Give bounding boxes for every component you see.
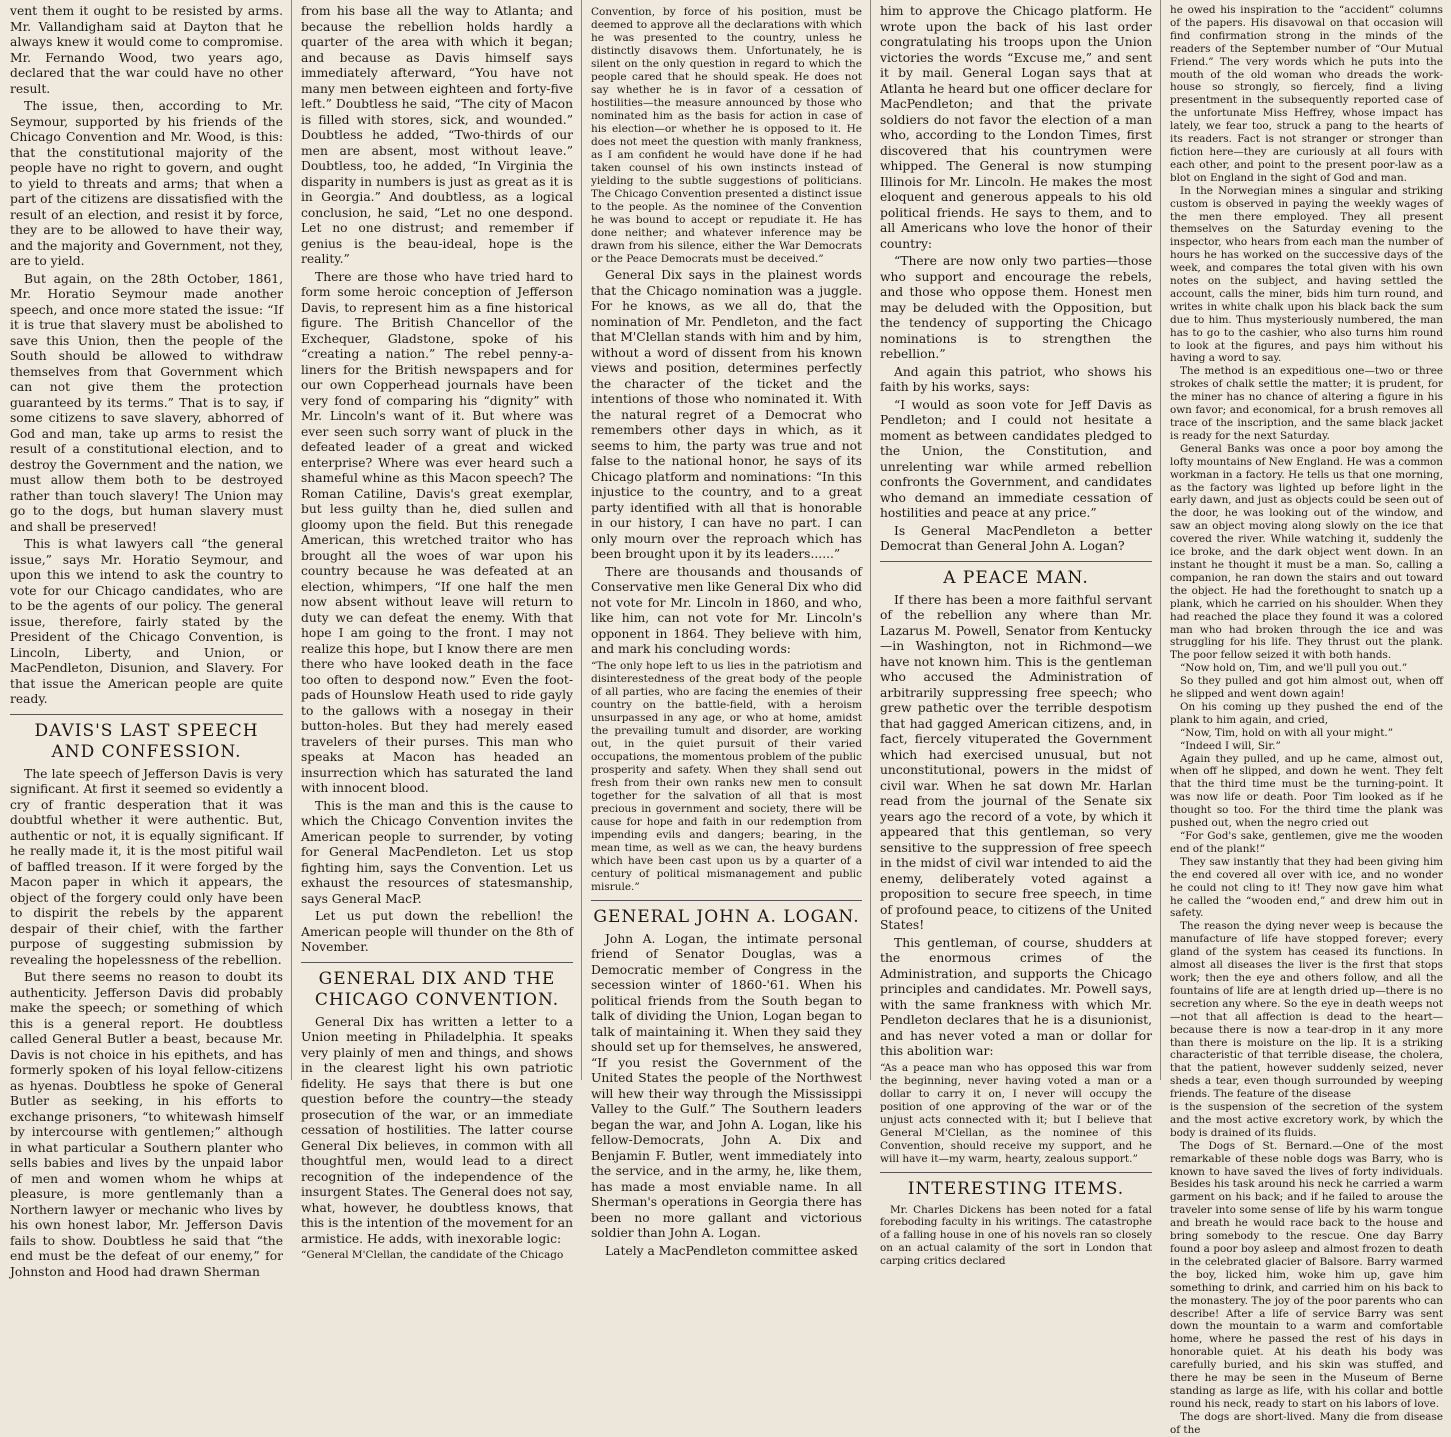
news-item: The Dogs of St. Bernard.—One of the most remarkable of these noble dogs was Barry, who is known to have saved the lives of forty individuals. Besides his task around his neck he carried a warm garment on his back; and if he failed to arouse the traveler into some sense of life by his warm tongue and breath he would race back to the house and bring somebody to the rescue. One day Barry found a poor boy asleep and almost frozen to death in the celebrated glacier of Balsore. Barry warmed the boy, licked him, woke him up, gave him something to drink, and carried him on his back to the monastery. The joy of the poor parents who can describe! After a life of service Barry was sent down the mountain to a warm and comfortable home, where he passed the rest of his days in honorable quiet. At his death his body was carefully buried, and his skin was stuffed, and there he may be seen in the Museum of Berne standing as large as life, with his collar and bottle round his neck, ready to start on his labors of love. xyxy=(1170,1139,1443,1410)
article-paragraph: And again this patriot, who shows his faith by his works, says: xyxy=(880,364,1152,394)
news-item: On his coming up they pushed the end of the plank to him again, and cried, xyxy=(1170,700,1443,726)
column-1 xyxy=(0,0,291,1279)
article-headline: DAVIS'S LAST SPEECH AND CONFESSION. xyxy=(34,720,259,762)
article-paragraph: General Dix says in the plainest words that the Chicago nomination was a juggle. For he knows, as we all do, that the nomination of Mr. Pendleton, and the fact that M'Clellan stands with him and by him, without a word of dissent from his known views and position, determines perfectly the character of the ticket and the intentions of those who nominated it. With the natural regret of a Democrat who remembers other days in which, as it seems to him, the party was true and not false to the national honor, he says of its Chicago platform and nominations: “In this injustice to the country, and to a great party identified with all that is honorable in our history, I can have no part. I can only mourn over the reproach which has been brought upon it by its leaders......” xyxy=(591,268,862,561)
article-paragraph: Lately a MacPendleton committee asked xyxy=(605,1243,858,1258)
section-divider xyxy=(880,561,1152,562)
article-headline: GENERAL JOHN A. LOGAN. xyxy=(593,906,860,927)
news-item: They saw instantly that they had been giving him the end covered all over with ice, and no wonder he could not cling to it! They now gave him what he called the “wooden end,” and drew him out in safety. xyxy=(1170,855,1443,920)
section-divider xyxy=(10,714,283,715)
article-paragraph: But again, on the 28th October, 1861, Mr. Horatio Seymour made another speech, and once more stated the issue: “If it is true that slavery must be abolished to save this Union, then the people of the South should be allowed to withdraw themselves from that Government which can not give them the protection guaranteed by its terms.” That is to say, if some citizens to save slavery, abhorred of God and man, take up arms to resist the result of a constitutional election, and to destroy the Government and the nation, we must allow them both to be destroyed rather than touch slavery! The Union may go to the dogs, but human slavery must and shall be preserved! xyxy=(10,271,283,534)
article-paragraph: This gentleman, of course, shudders at the enormous crimes of the Administration, and supports the Chicago principles and candidates. Mr. Powell says, with the same frankness with which Mr. Pendleton declares that he is a disunionist, and has never voted a man or dollar for this abolition war: xyxy=(880,935,1152,1058)
news-item: The dogs are short-lived. Many die from disease of the xyxy=(1170,1410,1443,1436)
article-headline: GENERAL DIX AND THE CHICAGO CONVENTION. xyxy=(314,968,560,1010)
news-item: In the Norwegian mines a singular and striking custom is observed in paying the weekly wages of the men there employed. They all present themselves on the Saturday evening to the inspector, who hears from each man the number of hours he has worked on the successive days of the week, and compares the total given with his own notes on the subject, and having settled the account, calls the miner, bids him turn round, and writes in white chalk upon his black back the sum due to him. Thus mysteriously numbered, the man has to go to the cashier, who also turns him round to look at the figures, and pays him without his having a word to say. xyxy=(1170,184,1443,365)
article-paragraph: If there has been a more faithful servant of the rebellion any where than Mr. Lazarus M. Powell, Senator from Kentucky—in Washington, not in Richmond—we have not known him. This is the gentleman who accused the Administration of arbitrarily suppressing free speech; who grew pathetic over the terrible despotism that had gagged American citizens, and, in fact, fiercely vituperated the Government which had exercised unusual, but not unconstitutional, powers in the midst of civil war. When he sat down Mr. Harlan read from the journal of the Senate six years ago the record of a vote, by which it appeared that this gentleman, so very sensitive to the suppression of free speech in the midst of civil war intended to aid the enemy, deliberately voted against a proposition to secure free speech, in time of profound peace, to citizens of the United States! xyxy=(880,592,1152,932)
column-4 xyxy=(870,0,1160,1268)
news-item: Again they pulled, and up he came, almost out, when off he slipped, and down he went. They felt that the third time must be the turning-point. It was now life or death. Poor Tim looked as if he thought so too. For the third time the plank was pushed out, when the negro cried out xyxy=(1170,752,1443,830)
article-paragraph: This is the man and this is the cause to which the Chicago Convention invites the American people to surrender, by voting for General MacPendleton. Let us stop fighting him, says the Convention. Let us exhaust the resources of statesmanship, says General MacP. xyxy=(301,798,573,906)
article-paragraph: General Dix has written a letter to a Union meeting in Philadelphia. It speaks very plainly of men and things, and shows in the clearest light his own patriotic fidelity. He says that there is but one question before the country—the steady prosecution of the war, or an immediate cessation of hostilities. The latter course General Dix believes, in common with all thoughtful men, would lead to a direct recognition of the independence of the insurgent States. The General does not say, what, however, he doubtless knows, that this is the intention of the movement for an armistice. He adds, with inexorable logic: xyxy=(301,1014,573,1246)
news-item: General Banks was once a poor boy among the lofty mountains of New England. He was a common workman in a factory. He tells us that one morning, as the factory was lighted up before light in the early dawn, and just as objects could be seen out of the door, he was looking out of the window, and saw an object moving along slowly on the ice that covered the river. While watching it, suddenly the ice broke, and the dark object went down. In an instant he thought it must be a man. So, calling a companion, he ran down the stairs and out toward the object. He had the forethought to snatch up a plank, which he carried on his shoulder. When they had reached the place they found it was a colored man who had broken through the ice and was struggling for his life. They thrust out the plank. The poor fellow seized it with both hands. xyxy=(1170,442,1443,662)
article-paragraph: Let us put down the rebellion! the American people will thunder on the 8th of November. xyxy=(301,909,573,954)
article-paragraph: vent them it ought to be resisted by arms. Mr. Vallandigham said at Dayton that he always knew it would come to compromise. Mr. Fernando Wood, two years ago, declared that the war could have no other result. xyxy=(10,4,283,96)
article-paragraph: him to approve the Chicago platform. He wrote upon the back of his last order congratulating his troops upon the Union victories the words “Excuse me,” and sent it by mail. General Logan says that at Atlanta he heard but one officer declare for MacPendleton; and that the private soldiers do not favor the election of a man who, according to the London Times, first discovered that his countrymen were whipped. The General is now stumping Illinois for Mr. Lincoln. He makes the most eloquent and generous appeals to his old political friends. He says to them, and to all Americans who love the honor of their country: xyxy=(880,4,1152,251)
news-item: The method is an expeditious one—two or three strokes of chalk settle the matter; it is prudent, for the miner has no chance of altering a figure in his own favor; and economical, for a brush removes all trace of the inscription, and the same black jacket is ready for the next Saturday. xyxy=(1170,365,1443,442)
column-5 xyxy=(1160,0,1451,1436)
news-item: “Now hold on, Tim, and we'll pull you out.” xyxy=(1180,662,1408,675)
article-paragraph: Is General MacPendleton a better Democrat than General John A. Logan? xyxy=(880,523,1152,553)
block-quote: Convention, by force of his position, must be deemed to approve all the declarations with which he was presented to the country, unless he distinctly disavows them. Unfortunately, he is silent on the only question in regard to which the people cared that he should speak. He does not say whether he is in favor of a cessation of hostilities—the measure announced by those who nominated him as the basis for action in case of his election—or whether he is opposed to it. He does not meet the question with manly frankness, as I am confident he would have done if he had taken counsel of his own instincts instead of yielding to the subtle suggestions of politicians. The Chicago Convention presented a distinct issue to the people. As the nominee of the Convention he was bound to accept or repudiate it. He has done neither; and whatever inference may be drawn from his silence, either the War Democrats or the Peace Democrats must be deceived.” xyxy=(591,6,862,265)
article-paragraph: John A. Logan, the intimate personal friend of Senator Douglas, was a Democratic member of Congress in the secession winter of 1860-'61. When his political friends from the South began to talk of dividing the Union, Logan began to talk of maintaining it. When they said they should set up for themselves, he answered, “If you resist the Government of the United States the people of the Northwest will hew their way through the Mississippi Valley to the Gulf.” The Southern leaders began the war, and John A. Logan, like his fellow-Democrats, John A. Dix and Benjamin F. Butler, went immediately into the service, and in the army, he, like them, has made a most enviable name. In all Sherman's operations in Georgia there has been no more gallant and victorious soldier than John A. Logan. xyxy=(591,931,862,1240)
section-divider xyxy=(301,962,573,963)
article-paragraph: But there seems no reason to doubt its authenticity. Jefferson Davis did probably make the speech; or something of which this is a general report. He doubtless called General Butler a beast, because Mr. Davis is not choice in his epithets, and has formerly spoken of his loyal fellow-citizens as hyenas. Doubtless he spoke of General Butler as seeking, in his efforts to exchange prisoners, “to whitewash himself by intercourse with gentlemen;” although in what particular a Southern planter who sells babies and lives by the unpaid labor of men and women whom he whips at pleasure, is more gentlemanly than a Northern lawyer or mechanic who lives by his own honest labor, Mr. Jefferson Davis fails to show. Doubtless he said that “the end must be the defeat of our enemy,” for Johnston and Hood had drawn Sherman xyxy=(10,970,283,1279)
article-paragraph: from his base all the way to Atlanta; and because the rebellion holds hardly a quarter of the area with which it began; and because as Davis himself says immediately afterward, “You have not many men between eighteen and forty-five left.” Doubtless he said, “The city of Macon is filled with stores, sick, and wounded.” Doubtless he added, “Two-thirds of our men are absent, most without leave.” Doubtless, too, he added, “In Virginia the disparity in numbers is just as great as it is in Georgia.” And doubtless, as a logical conclusion, he said, “Let no one despond. Let no one distrust; and remember if genius is the beau-ideal, hope is the reality.” xyxy=(301,4,573,266)
news-item: “Indeed I will, Sir.” xyxy=(1180,739,1281,752)
article-paragraph: “There are now only two parties—those who support and encourage the rebels, and those who oppose them. Honest men may be deluded with the Opposition, but the tendency of supporting the Chicago nominations is to strengthen the rebellion.” xyxy=(880,254,1152,361)
article-headline: A PEACE MAN. xyxy=(943,567,1089,588)
block-quote: “As a peace man who has opposed this war from the beginning, never having voted a man or a dollar to carry it on, I never will occupy the position of one approving of the war or of the unjust acts connected with it; but I believe that General M'Clellan, as the nominee of this Convention, should receive my support, and he will have it—my warm, hearty, zealous support.” xyxy=(880,1061,1152,1165)
news-item: he owed his inspiration to the “accident” columns of the papers. His disavowal on that occasion will find confirmation strong in the minds of the readers of the September number of “Our Mutual Friend.” The very words which he puts into the mouth of the old woman who dreads the work-house so strongly, so fiercely, find a living presentment in the subsequently reported case of the unfortunate Miss Heffrey, whose impact has lately, we fear too, struck a pang to the hearts of its readers. Fact is not stranger or stronger than fiction here—they are curiously at all fours with each other, and point to the present poor-law as a blot on England in the sight of God and man. xyxy=(1170,4,1443,184)
article-paragraph: “I would as soon vote for Jeff Davis as Pendleton; and I could not hesitate a moment as between candidates pledged to the Union, the Constitution, and unrelenting war while armed rebellion confronts the Government, and candidates who demand an immediate cessation of hostilities and peace at any price.” xyxy=(880,397,1152,520)
news-item: is the suspension of the secretion of the system and the most active excretory work, by which the body is drained of its fluids. xyxy=(1170,1101,1443,1139)
article-paragraph: The late speech of Jefferson Davis is very significant. At first it seemed so evidently a cry of frantic desperation that it was doubtful whether it were authentic. But, authentic or not, it is equally significant. If he really made it, it is the most pitiful wail of baffled treason. If it were forged by the Macon paper in which it appears, the object of the forgery could only have been to dispirit the rebels by the apparent despair of their chief, with the farther purpose of suggesting submission by revealing the hopelessness of the rebellion. xyxy=(10,766,283,967)
section-divider xyxy=(591,900,862,901)
news-item: Mr. Charles Dickens has been noted for a fatal foreboding faculty in his writings. The catastrophe of a falling house in one of his novels ran so closely on an actual calamity of the sort in London that carping critics declared xyxy=(880,1203,1152,1268)
column-3 xyxy=(581,0,870,1258)
block-quote: “General M'Clellan, the candidate of the Chicago xyxy=(301,1249,564,1261)
section-divider xyxy=(880,1172,1152,1173)
news-item: “Now, Tim, hold on with all your might.” xyxy=(1180,726,1394,739)
article-paragraph: There are thousands and thousands of Conservative men like General Dix who did not vote for Mr. Lincoln in 1860, and who, like him, can not vote for Mr. Lincoln's opponent in 1864. They believe with him, and mark his concluding words: xyxy=(591,564,862,656)
column-2 xyxy=(291,0,581,1261)
article-paragraph: This is what lawyers call “the general issue,” says Mr. Horatio Seymour, and upon this we intend to ask the country to vote for our Chicago candidates, who are to be the agents of our policy. The general issue, therefore, fairly stated by the President of the Chicago Convention, is Lincoln, Liberty, and Union, or MacPendleton, Disunion, and Slavery. For that issue the American people are quite ready. xyxy=(10,537,283,706)
article-headline: INTERESTING ITEMS. xyxy=(907,1178,1125,1199)
article-paragraph: The issue, then, according to Mr. Seymour, supported by his friends of the Chicago Convention and Mr. Wood, is this: that the constitutional majority of the people have no right to govern, and ought to yield to threats and arms; that when a part of the citizens are dissatisfied with the result of an election, and resist it by force, they are to be allowed to have their way, and the majority and Government, not they, are to yield. xyxy=(10,99,283,268)
news-item: So they pulled and got him almost out, when off he slipped and went down again! xyxy=(1170,675,1443,701)
news-item: The reason the dying never weep is because the manufacture of life have stopped forever; every gland of the system has ceased its functions. In almost all diseases the liver is the first that stops work; then the eye and others follow, and all the fountains of life are at length dried up—there is no secretion any where. So the eye in death weeps not—not that all affection is dead to the heart—because there is now a tear-drop in it any more than there is moisture on the lip. It is a striking characteristic of that terrible disease, the cholera, that the patient, however suddenly seized, never sheds a tear, even though surrounded by weeping friends. The feature of the disease xyxy=(1170,920,1443,1101)
block-quote: “The only hope left to us lies in the patriotism and disinterestedness of the great body of the people of all parties, who are facing the enemies of their country on the battle-field, with a heroism unsurpassed in any age, or who at home, amidst the prevailing tumult and disorder, are working out, in the quiet pursuit of their varied occupations, the momentous problem of the public prosperity and safety. When they shall send out fresh from their own ranks new men to consult together for the salvation of all that is most precious in government and society, there will be cause for hope and faith in our redemption from impending evils and dangers; bearing, in the mean time, as well as we can, the heavy burdens which have been cast upon us by a quarter of a century of political mismanagement and public misrule.” xyxy=(591,659,862,893)
news-item: “For God's sake, gentlemen, give me the wooden end of the plank!” xyxy=(1170,830,1443,855)
article-paragraph: There are those who have tried hard to form some heroic conception of Jefferson Davis, to represent him as a fine historical figure. The British Chancellor of the Exchequer, Gladstone, spoke of his “creating a nation.” The rebel penny-a-liners for the British newspapers and for our own Copperhead journals have been very fond of comparing his “dignity” with Mr. Lincoln's want of it. But where was ever seen such sorry want of pluck in the defeated leader of a great and wicked enterprise? Where was ever heard such a shameful whine as this Macon speech? The Roman Catiline, Davis's great exemplar, but less guilty than he, died sullen and gloomy upon the field. But this renegade American, this wretched traitor who has brought all the woes of war upon his country because he was defeated at an election, whimpers, “If one half the men now absent without leave will return to duty we can defeat the enemy. With that hope I am going to the front. I may not realize this hope, but I know there are men there who have looked death in the face too often to despond now.” Even the foot-pads of Hounslow Heath used to ride gayly to the gallows with a nosegay in their button-holes. But they had merely eased travelers of their purses. This man who speaks at Macon has headed an insurrection which has saturated the land with innocent blood. xyxy=(301,269,573,795)
